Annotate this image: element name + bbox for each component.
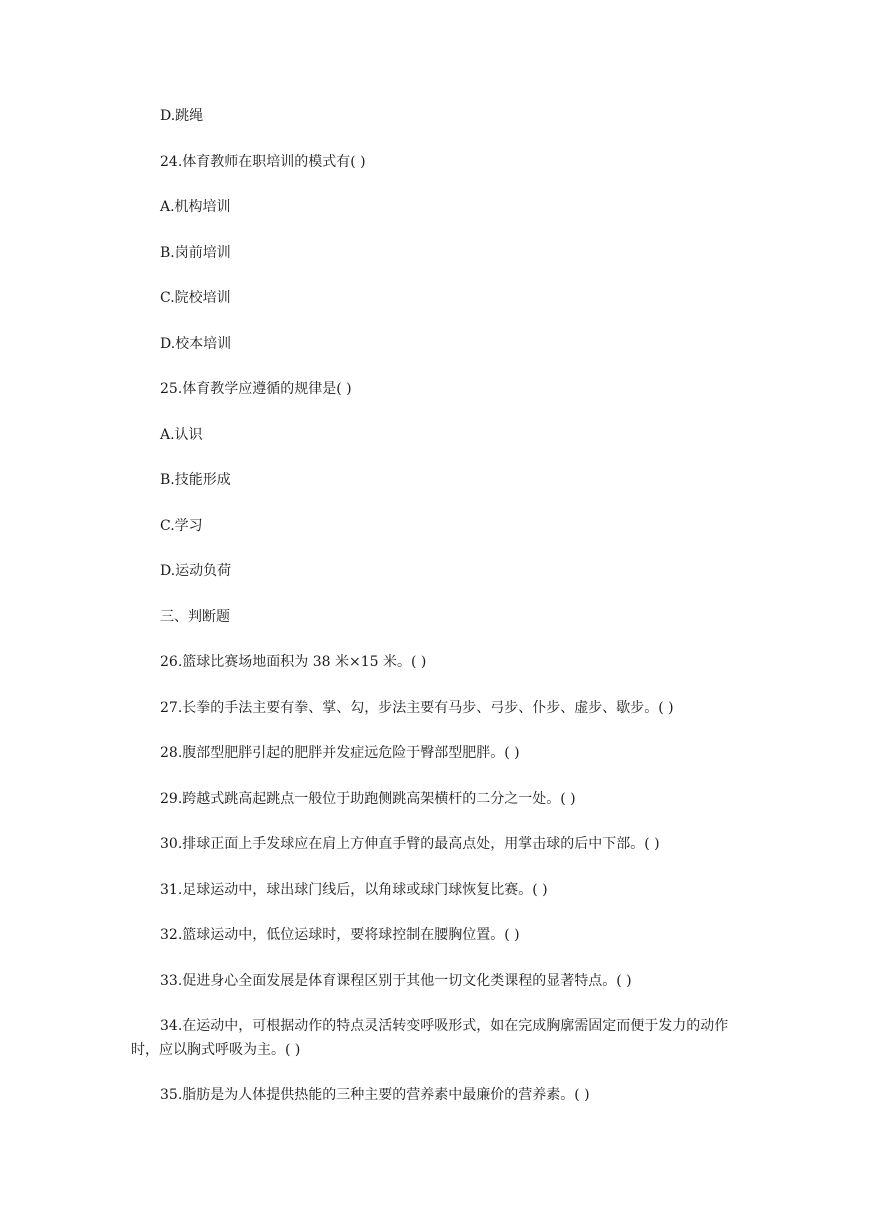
option-a-q25: A.认识: [160, 427, 203, 443]
question-35: 35.脂肪是为人体提供热能的三种主要的营养素中最廉价的营养素。( ): [160, 1087, 590, 1103]
question-24: 24.体育教师在职培训的模式有( ): [160, 154, 366, 170]
option-b-q25: B.技能形成: [160, 472, 231, 488]
question-30: 30.排球正面上手发球应在肩上方伸直手臂的最高点处，用掌击球的后中下部。( ): [160, 836, 660, 852]
question-28: 28.腹部型肥胖引起的肥胖并发症远危险于臀部型肥胖。( ): [160, 745, 520, 761]
question-25: 25.体育教学应遵循的规律是( ): [160, 381, 352, 397]
question-33: 33.促进身心全面发展是体育课程区别于其他一切文化类课程的显著特点。( ): [160, 973, 632, 989]
option-c-q25: C.学习: [160, 518, 203, 534]
option-c-q24: C.院校培训: [160, 290, 231, 306]
option-d-q25: D.运动负荷: [160, 563, 232, 579]
question-26: 26.篮球比赛场地面积为 38 米×15 米。( ): [160, 654, 427, 670]
option-a-q24: A.机构培训: [160, 199, 231, 215]
option-d-q24: D.校本培训: [160, 336, 232, 352]
question-27: 27.长拳的手法主要有拳、掌、勾，步法主要有马步、弓步、仆步、虚步、歇步。( ): [160, 700, 674, 716]
question-34: 34.在运动中，可根据动作的特点灵活转变呼吸形式，如在完成胸廓需固定而便于发力的动作时，应以胸式呼吸为主。( ): [131, 1018, 729, 1058]
section-heading-true-false: 三、判断题: [160, 609, 230, 625]
option-b-q24: B.岗前培训: [160, 245, 231, 261]
question-32: 32.篮球运动中，低位运球时，要将球控制在腰胸位置。( ): [160, 927, 520, 943]
question-29: 29.跨越式跳高起跳点一般位于助跑侧跳高架横杆的二分之一处。( ): [160, 791, 576, 807]
option-d-q23: D.跳绳: [160, 108, 204, 124]
question-31: 31.足球运动中，球出球门线后，以角球或球门球恢复比赛。( ): [160, 882, 548, 898]
